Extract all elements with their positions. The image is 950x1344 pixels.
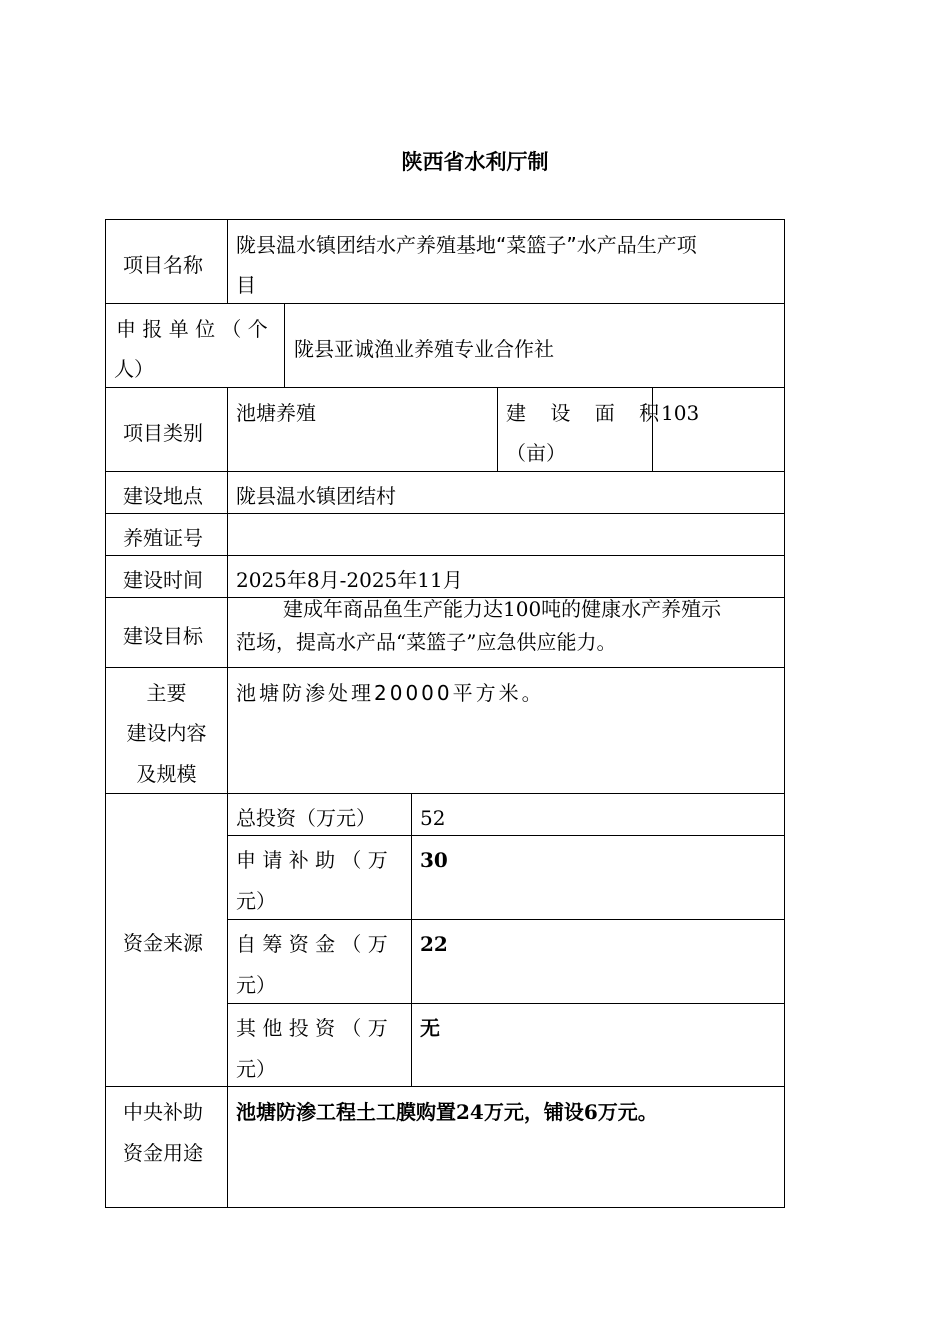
category-value: 池塘养殖 <box>236 401 316 425</box>
usage-label-line2: 资金用途 <box>123 1141 203 1165</box>
project-name-value-line2: 目 <box>236 273 256 297</box>
other-value: 无 <box>420 1016 440 1040</box>
total-value: 52 <box>420 806 446 830</box>
usage-value: 池塘防渗工程土工膜购置24万元，铺设6万元。 <box>236 1100 658 1124</box>
content-label-line2: 建设内容 <box>126 721 207 745</box>
self-value-cell <box>411 919 785 1004</box>
content-label-line1: 主要 <box>146 681 187 705</box>
other-label-line2: 元） <box>236 1057 276 1081</box>
subsidy-label-line2: 元） <box>236 889 276 913</box>
other-value-cell <box>411 1003 785 1087</box>
project-name-value-line1: 陇县温水镇团结水产养殖基地“菜篮子”水产品生产项 <box>236 233 697 257</box>
content-value: 池塘防渗处理20000平方米。 <box>236 681 545 705</box>
goal-label: 建设目标 <box>123 624 203 648</box>
goal-value-line2: 范场，提高水产品“菜篮子”应急供应能力。 <box>236 630 617 654</box>
page-title: 陕西省水利厅制 <box>401 150 549 174</box>
area-value: 103 <box>661 401 700 425</box>
goal-value-line1: 建成年商品鱼生产能力达100吨的健康水产养殖示 <box>283 597 722 621</box>
applicant-label-line1: 申 报 单 位 （ 个 <box>116 317 268 341</box>
subsidy-label-line1: 申 请 补 助 （ 万 <box>236 848 388 872</box>
subsidy-value-cell <box>411 835 785 920</box>
license-label: 养殖证号 <box>123 526 203 550</box>
usage-label-line1: 中央补助 <box>123 1100 203 1124</box>
self-value: 22 <box>420 932 448 956</box>
self-label-line2: 元） <box>236 973 276 997</box>
funds-label: 资金来源 <box>123 931 203 955</box>
license-value-cell <box>227 513 785 556</box>
other-label-line1: 其 他 投 资 （ 万 <box>236 1016 388 1040</box>
subsidy-value: 30 <box>420 848 448 872</box>
location-value: 陇县温水镇团结村 <box>236 484 396 508</box>
total-label: 总投资（万元） <box>236 806 376 830</box>
area-label-line1: 建 设 面 积 <box>506 401 669 425</box>
area-label-line2: （亩） <box>506 441 566 465</box>
applicant-label-line2: 人） <box>114 357 154 381</box>
content-label-line3: 及规模 <box>136 762 197 786</box>
period-value: 2025年8月-2025年11月 <box>236 568 463 592</box>
category-label: 项目类别 <box>123 421 203 445</box>
total-value-cell <box>411 793 785 836</box>
period-label: 建设时间 <box>123 568 203 592</box>
applicant-value: 陇县亚诚渔业养殖专业合作社 <box>294 337 554 361</box>
self-label-line1: 自 筹 资 金 （ 万 <box>236 932 388 956</box>
project-name-label: 项目名称 <box>123 253 203 277</box>
location-label: 建设地点 <box>123 484 203 508</box>
